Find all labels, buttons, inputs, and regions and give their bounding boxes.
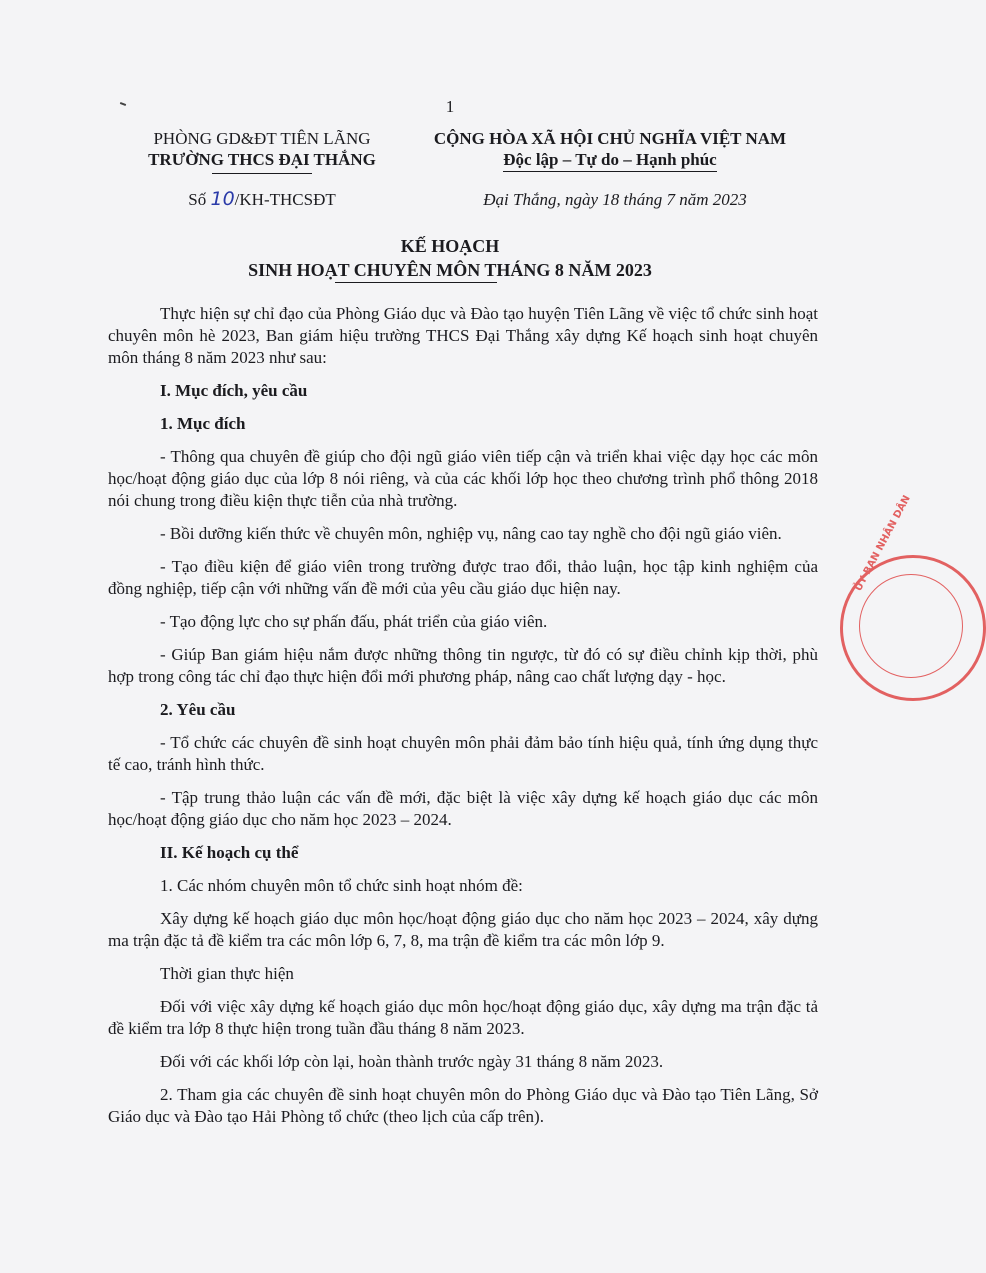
plan-timeline-other: Đối với các khối lớp còn lại, hoàn thành trước ngày 31 tháng 8 năm 2023.	[160, 1052, 664, 1071]
issuer-underline	[212, 173, 312, 174]
document-title	[0, 234, 900, 282]
plan-item-1: 1. Các nhóm chuyên môn tổ chức sinh hoạt nhóm đề:	[160, 876, 523, 895]
purpose-item-3: - Tạo điều kiện để giáo viên trong trường được trao đổi, thảo luận, học tập kinh nghiệm của đồng nghiệp, tiếp cận với những vấn đề mới của yêu cầu giáo dục hiện nay.	[108, 557, 818, 598]
section-heading-1: I. Mục đích, yêu cầu	[160, 381, 308, 400]
seal-text: ỦY BAN NHÂN DÂN	[853, 493, 913, 594]
plan-timeline-label: Thời gian thực hiện	[160, 964, 294, 983]
national-heading	[410, 128, 810, 172]
purpose-item-4: - Tạo động lực cho sự phấn đấu, phát triển của giáo viên.	[160, 612, 548, 631]
intro-paragraph: Thực hiện sự chỉ đạo của Phòng Giáo dục và Đào tạo huyện Tiên Lãng về việc tổ chức sinh hoạt chuyên môn hè 2023, Ban giám hiệu trường THCS Đại Thắng xây dựng Kế hoạch sinh hoạt chuyên môn tháng 8 năm 2023 như sau:	[108, 304, 818, 367]
doc-number-handwritten: 10	[210, 188, 235, 210]
national-motto: Độc lập – Tự do – Hạnh phúc	[503, 149, 716, 172]
republic-name: CỘNG HÒA XÃ HỘI CHỦ NGHĨA VIỆT NAM	[433, 129, 787, 148]
subsection-heading-requirements: 2. Yêu cầu	[160, 700, 236, 719]
plan-timeline-grade8: Đối với việc xây dựng kế hoạch giáo dục môn học/hoạt động giáo dục, xây dựng ma trận đặc tả đề kiểm tra lớp 8 thực hiện trong tuần đầu tháng 8 năm 2023.	[108, 997, 818, 1038]
plan-item-2: 2. Tham gia các chuyên đề sinh hoạt chuyên môn do Phòng Giáo dục và Đào tạo Tiên Lãng, Sở Giáo dục và Đào tạo Hải Phòng tổ chức (theo lịch của cấp trên).	[108, 1085, 818, 1126]
page-number: 1	[445, 97, 455, 116]
title-line-1: KẾ HOẠCH	[400, 236, 500, 256]
red-seal-stamp	[840, 493, 986, 701]
requirement-item-2: - Tập trung thảo luận các vấn đề mới, đặc biệt là việc xây dựng kế hoạch giáo dục các môn học/hoạt động giáo dục cho năm học 2023 – 2024.	[108, 788, 818, 829]
purpose-item-5: - Giúp Ban giám hiệu nắm được những thông tin ngược, từ đó có sự điều chỉnh kịp thời, phù hợp trong công tác chỉ đạo thực hiện đổi mới phương pháp, nâng cao chất lượng dạy - học.	[108, 645, 818, 686]
subsection-heading-purpose: 1. Mục đích	[160, 414, 246, 433]
title-underline	[335, 282, 497, 283]
doc-number-suffix: /KH-THCSĐT	[234, 190, 336, 209]
issuer-block	[112, 128, 412, 174]
title-line-2: SINH HOẠT CHUYÊN MÔN THÁNG 8 NĂM 2023	[248, 260, 652, 280]
department-name: PHÒNG GD&ĐT TIÊN LÃNG	[153, 129, 371, 148]
purpose-item-1: - Thông qua chuyên đề giúp cho đội ngũ giáo viên tiếp cận và triển khai việc dạy học các môn học/hoạt động giáo dục của lớp 8 nói riêng, và của các khối lớp học theo chương trình phổ thông 2018 nói chung trong điều kiện thực tiễn của nhà trường.	[108, 447, 818, 510]
requirement-item-1: - Tổ chức các chuyên đề sinh hoạt chuyên môn phải đảm bảo tính hiệu quả, tính ứng dụng thực tế cao, tránh hình thức.	[108, 733, 818, 774]
document-number	[112, 188, 412, 210]
document-date: Đại Thắng, ngày 18 tháng 7 năm 2023	[483, 190, 747, 209]
plan-item-1-detail: Xây dựng kế hoạch giáo dục môn học/hoạt động giáo dục cho năm học 2023 – 2024, xây dựng ma trận đặc tả đề kiểm tra các môn lớp 6, 7, 8, ma trận đề kiểm tra các môn lớp 9.	[108, 909, 818, 950]
seal-inner-ring	[859, 574, 963, 678]
purpose-item-2: - Bồi dưỡng kiến thức về chuyên môn, nghiệp vụ, nâng cao tay nghề cho đội ngũ giáo viên.	[160, 524, 782, 543]
section-heading-2: II. Kế hoạch cụ thể	[160, 843, 299, 862]
school-name: TRƯỜNG THCS ĐẠI THẮNG	[148, 150, 376, 169]
doc-number-prefix: Số	[188, 190, 211, 209]
document-body	[108, 303, 818, 1139]
